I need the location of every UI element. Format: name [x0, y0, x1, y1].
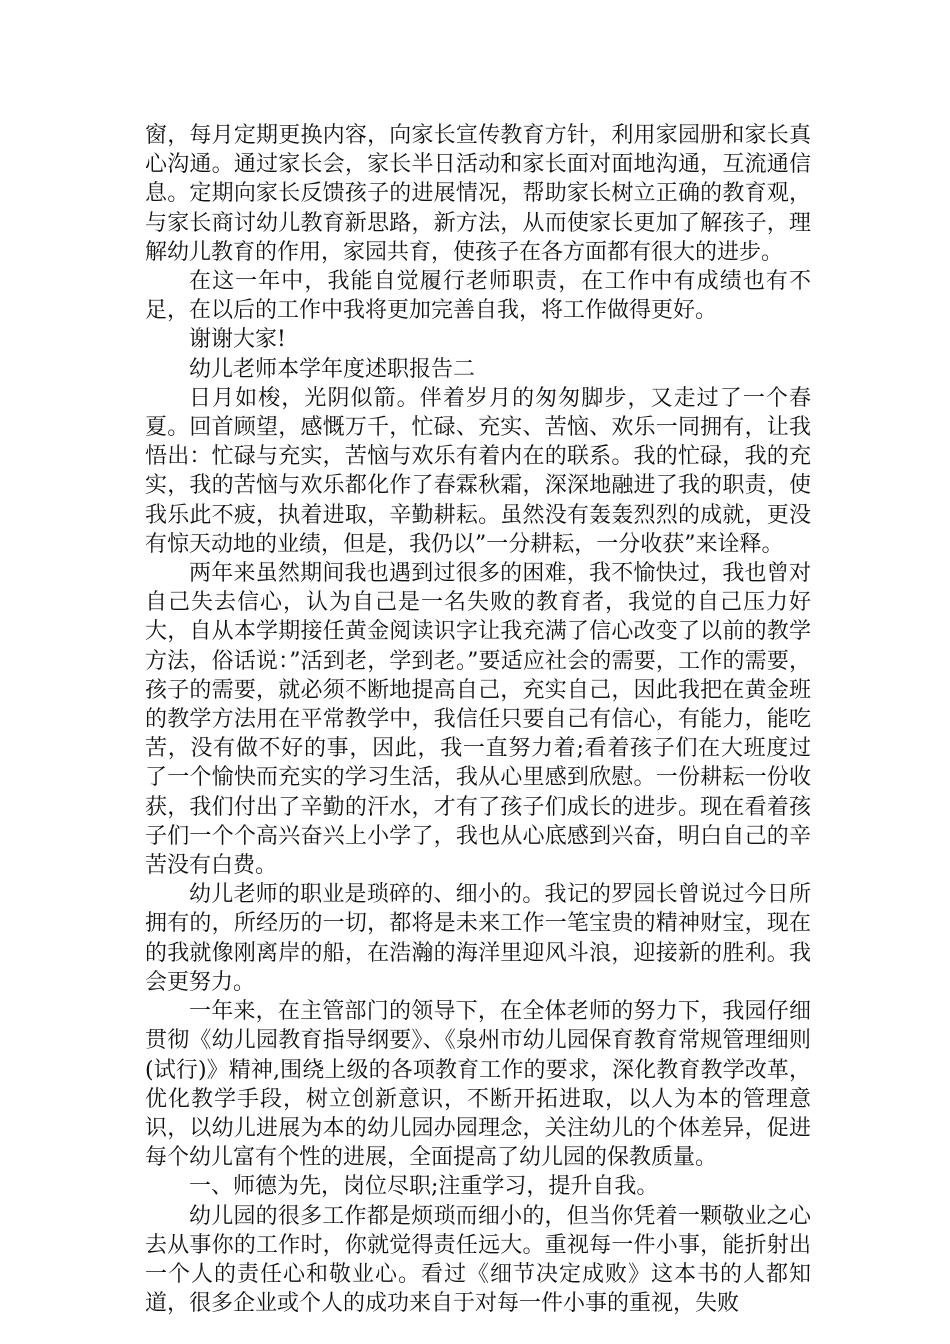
paragraph-year-review: 一年来，在主管部门的领导下，在全体老师的努力下，我园仔细贯彻《幼儿园教育指导纲要》、《泉州市幼儿园保育教育常规管理细则(试行)》精神,围绕上级的各项教育工作的要求，深化教育教学改革，优化教学手段，树立创新意识，不断开拓进取，以人为本的管理意识，以幼儿进展为本的幼儿园办园理念，关注幼儿的个体差异，促进每个幼儿富有个性的进展，全面提高了幼儿园的保教质量。	[145, 999, 811, 1171]
paragraph-two-years: 两年来虽然期间我也遇到过很多的困难，我不愉快过，我也曾对自己失去信心，认为自己是一名失败的教育者，我觉的自己压力好大，自从本学期接任黄金阅读识字让我充满了信心改变了以前的教学方法，俗话说：”活到老，学到老。”要适应社会的需要，工作的需要，孩子的需要，就必须不断地提高自己，充实自己，因此我把在黄金班的教学方法用在平常教学中，我信任只要自己有信心，有能力，能吃苦，没有做不好的事，因此，我一直努力着;看着孩子们在大班度过了一个愉快而充实的学习生活，我从心里感到欣慰。一份耕耘一份收获，我们付出了辛勤的汗水，才有了孩子们成长的进步。现在看着孩子们一个个高兴奋兴上小学了，我也从心底感到兴奋，明白自己的辛苦没有白费。	[145, 561, 811, 879]
document-body	[145, 121, 811, 1318]
paragraph-continuation: 窗，每月定期更换内容，向家长宣传教育方针，利用家园册和家长真心沟通。通过家长会，家长半日活动和家长面对面地沟通，互流通信息。定期向家长反馈孩子的进展情况，帮助家长树立正确的教育观，与家长商讨幼儿教育新思路，新方法，从而使家长更加了解孩子，理解幼儿教育的作用，家园共育，使孩子在各方面都有很大的进步。	[145, 123, 811, 265]
paragraph-intro: 日月如梭，光阴似箭。伴着岁月的匆匆脚步，又走过了一个春夏。回首顾望，感慨万千，忙碌、充实、苦恼、欢乐一同拥有，让我悟出：忙碌与充实，苦恼与欢乐有着内在的联系。我的忙碌，我的充实，我的苦恼与欢乐都化作了春霖秋霜，深深地融进了我的职责，使我乐此不疲，执着进取，辛勤耕耘。虽然没有轰轰烈烈的成就，更没有惊天动地的业绩，但是，我仍以”一分耕耘，一分收获”来诠释。	[145, 385, 811, 557]
paragraph-profession: 幼儿老师的职业是琐碎的、细小的。我记的罗园长曾说过今日所拥有的，所经历的一切，都将是未来工作一笔宝贵的精神财宝，现在的我就像刚离岸的船，在浩瀚的海洋里迎风斗浪，迎接新的胜利。我会更努力。	[145, 882, 811, 995]
paragraph-details: 幼儿园的很多工作都是烦琐而细小的，但当你凭着一颗敬业之心去从事你的工作时，你就觉得责任远大。重视每一件小事，能折射出一个人的责任心和敬业心。看过《细节决定成败》这本书的人都知道，很多企业或个人的成功来自于对每一件小事的重视，失败	[145, 1203, 811, 1317]
report-heading: 幼儿老师本学年度述职报告二	[189, 356, 476, 382]
paragraph-thanks: 谢谢大家!	[189, 327, 286, 353]
paragraph-self-assessment: 在这一年中，我能自觉履行老师职责，在工作中有成绩也有不足，在以后的工作中我将更加完善自我，将工作做得更好。	[145, 269, 811, 324]
section-heading-one: 一、师德为先，岗位尽职;注重学习，提升自我。	[189, 1174, 659, 1200]
